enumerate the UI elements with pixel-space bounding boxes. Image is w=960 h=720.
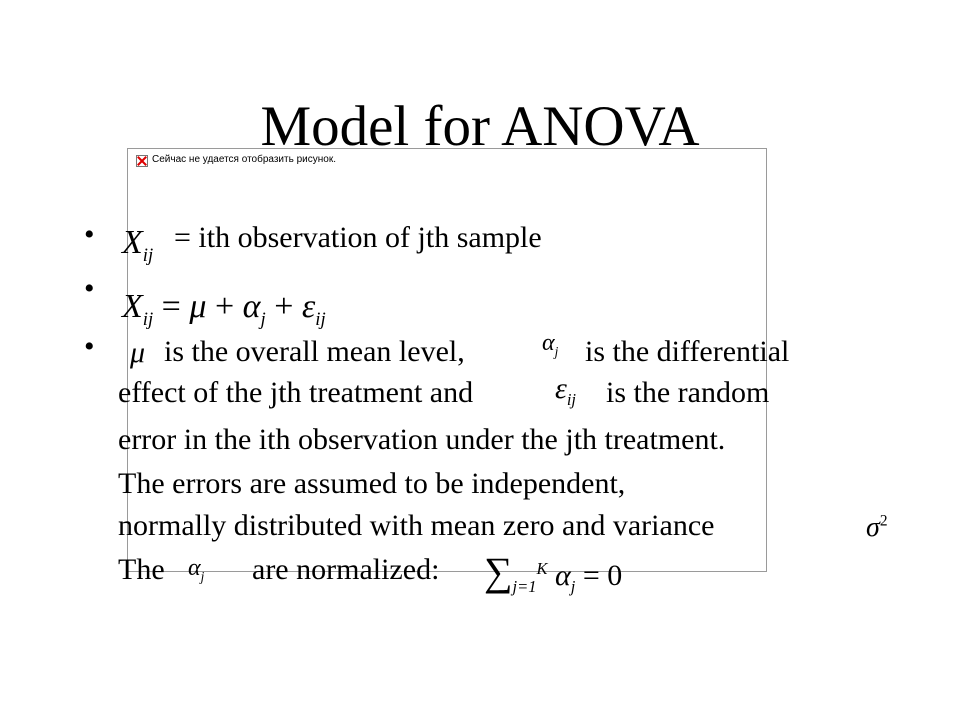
- bullet-1: •: [84, 218, 95, 251]
- bullet3-line6b: are normalized:: [252, 553, 440, 586]
- broken-image-text: Сейчас не удается отобразить рисунок.: [152, 154, 336, 165]
- bullet3-line5: normally distributed with mean zero and variance: [118, 509, 715, 542]
- bullet3-line6a: The: [118, 553, 165, 586]
- bullet1-text: = ith observation of jth sample: [174, 221, 542, 254]
- broken-image-icon: [136, 155, 148, 167]
- math-sum-normalization: $\sum_{j=1}^K$ $\alpha_j = 0$: [484, 549, 623, 596]
- math-sigma-squared: $\sigma^2$: [866, 512, 888, 543]
- slide-title: Model for ANOVA: [260, 95, 700, 158]
- bullet3-line2b: is the random: [606, 376, 770, 409]
- bullet3-line2a: effect of the jth treatment and: [118, 376, 474, 409]
- bullet3-seg2: is the differential: [585, 335, 790, 368]
- bullet-2: •: [84, 272, 95, 305]
- bullet3-seg1: is the overall mean level,: [164, 335, 465, 368]
- math-epsilon-ij: $\varepsilon_{ij}$: [555, 372, 576, 409]
- math-model-equation: $X_{ij} = \mu + \alpha_j + \varepsilon_{ij}$: [122, 288, 326, 330]
- math-xij: $X_{ij}$: [122, 224, 154, 266]
- bullet3-line4: The errors are assumed to be independent,: [118, 467, 626, 500]
- bullet-3: •: [84, 330, 95, 363]
- bullet3-line3: error in the ith observation under the jth treatment.: [118, 423, 726, 456]
- math-mu: μ: [130, 336, 146, 369]
- math-alpha-j-2: $\alpha_j$: [188, 555, 205, 584]
- math-alpha-j: $\alpha_j$: [542, 330, 559, 359]
